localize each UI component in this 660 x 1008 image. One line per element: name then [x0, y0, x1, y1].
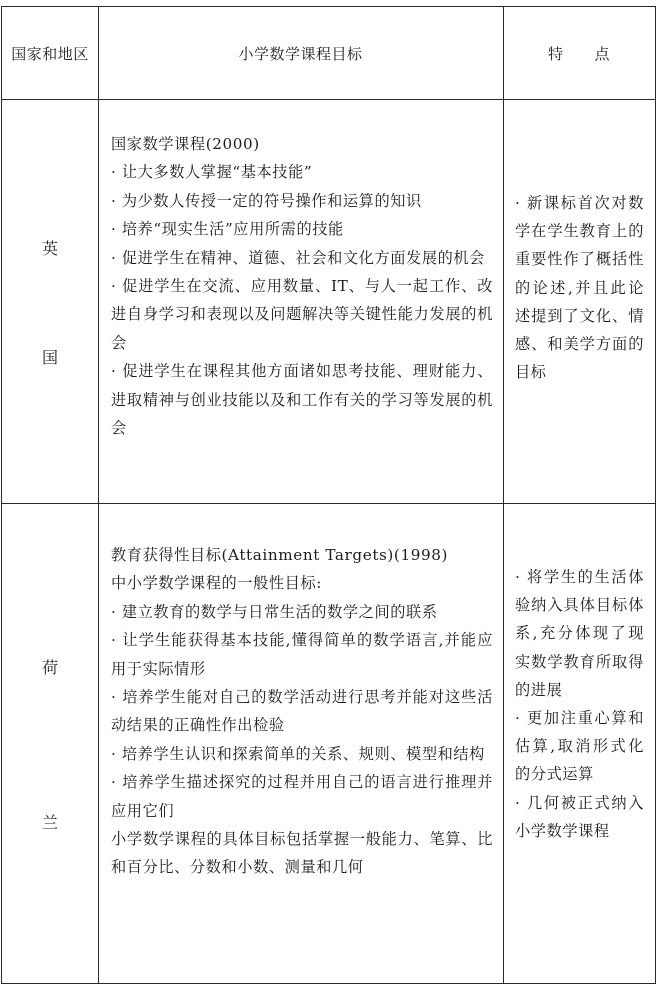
country-char: 兰	[41, 813, 58, 832]
column-divider-1	[98, 7, 99, 983]
goal-item: 国家数学课程(2000)	[111, 135, 260, 153]
goal-item: · 促进学生在精神、道德、社会和文化方面发展的机会	[111, 248, 485, 267]
goal-item: · 建立教育的数学与日常生活的数学之间的联系	[111, 602, 438, 621]
feature-item: · 将学生的生活体验纳入具体目标体系,充分体现了现实数学教育所取得的进展	[515, 568, 644, 699]
row-divider	[2, 503, 655, 504]
feature-item: · 新课标首次对数学在学生教育上的重要性作了概括性的论述,并且此论述提到了文化、情感、和美学方面的目标	[515, 194, 644, 382]
country-char: 国	[41, 348, 58, 367]
feature-item: · 更加注重心算和估算,取消形式化的分式运算	[515, 709, 644, 784]
goal-item: · 让学生能获得基本技能,懂得简单的数学语言,并能应用于实际情形	[111, 631, 493, 678]
comparison-table	[1, 6, 656, 984]
goal-item: · 培养学生认识和探索简单的关系、规则、模型和结构	[111, 744, 485, 763]
goals-netherlands	[111, 541, 493, 882]
goal-item: 教育获得性目标(Attainment Targets)(1998)	[111, 546, 449, 564]
country-char: 荷	[41, 658, 58, 677]
country-uk	[2, 101, 98, 503]
column-divider-2	[503, 7, 504, 983]
goals-uk	[111, 130, 493, 442]
goal-item: · 让大多数人掌握“基本技能”	[111, 163, 313, 182]
header-features: 特 点	[547, 44, 610, 63]
features-uk	[515, 189, 644, 386]
goal-item: 中小学数学课程的一般性目标:	[111, 574, 322, 593]
feature-item: · 几何被正式纳入小学数学课程	[515, 793, 644, 840]
goal-item: · 促进学生在课程其他方面诸如思考技能、理财能力、进取精神与创业技能以及和工作有关的学习等发展的机会	[111, 362, 493, 438]
header-region: 国家和地区	[11, 44, 89, 63]
features-netherlands	[515, 563, 644, 845]
country-netherlands	[2, 505, 98, 983]
goal-item: · 培养学生能对自己的数学活动进行思考并能对这些活动结果的正确性作出检验	[111, 688, 493, 735]
goal-item: · 培养学生描述探究的过程并用自己的语言进行推理并应用它们	[111, 773, 493, 820]
goal-item: · 促进学生在交流、应用数量、IT、与人一起工作、改进自身学习和表现以及问题解决等关键性能力发展的机会	[111, 277, 493, 352]
goal-item: 小学数学课程的具体目标包括掌握一般能力、笔算、比和百分比、分数和小数、测量和几何	[111, 830, 493, 877]
goal-item: · 培养“现实生活”应用所需的技能	[111, 220, 344, 239]
country-char: 英	[41, 239, 58, 258]
header-goals: 小学数学课程目标	[238, 44, 363, 63]
header-divider	[2, 99, 655, 100]
goal-item: · 为少数人传授一定的符号操作和运算的知识	[111, 191, 422, 210]
